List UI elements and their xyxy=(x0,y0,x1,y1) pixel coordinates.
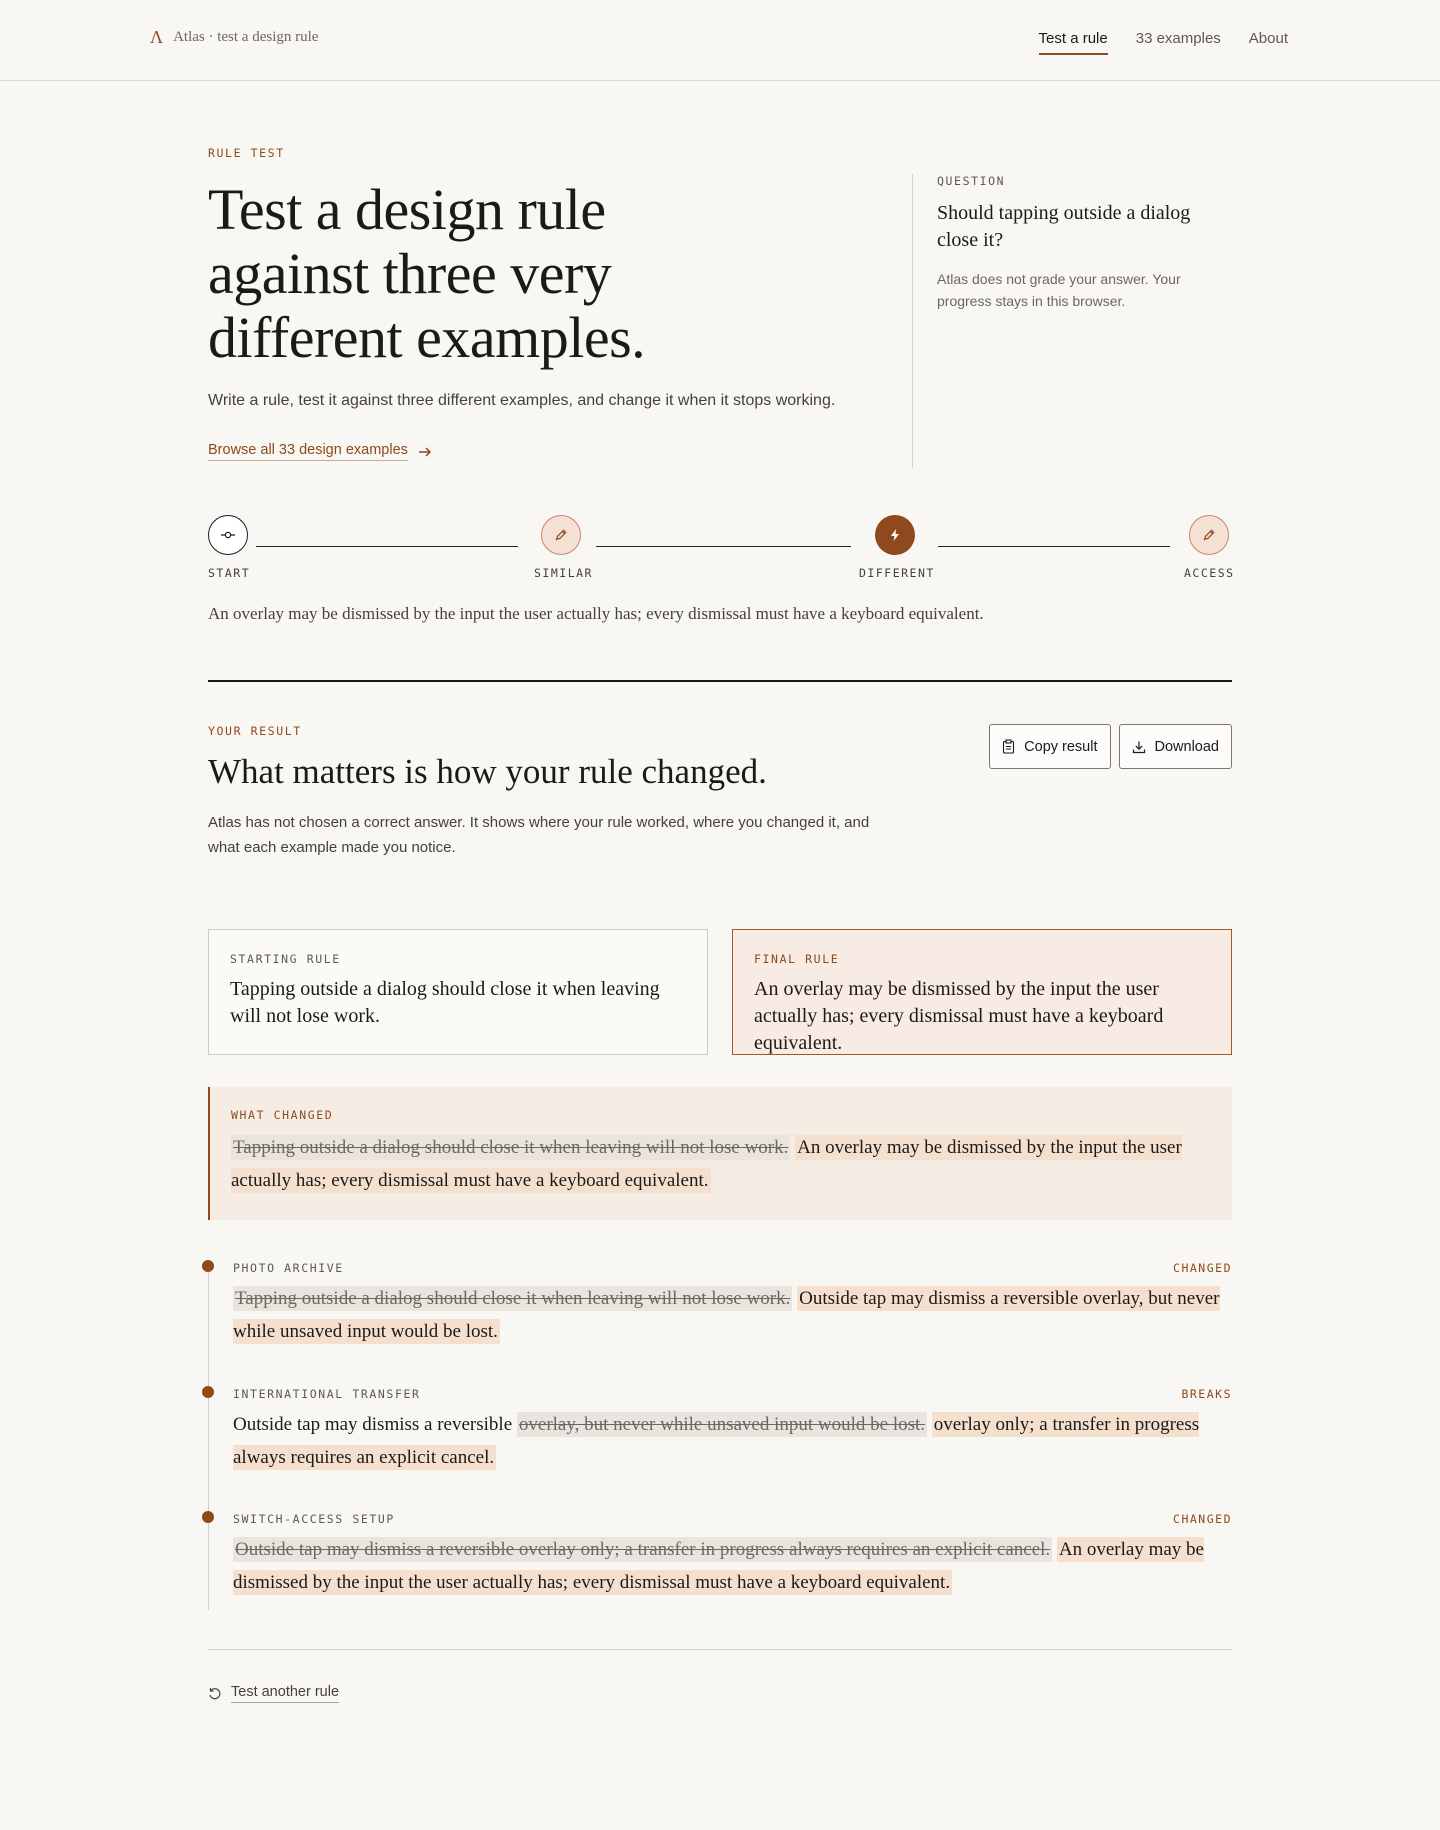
final-rule-card xyxy=(732,929,1232,1055)
hero-lede: Write a rule, test it against three different examples, and change it when it stops working. xyxy=(208,392,836,409)
added-text: An overlay may be dismissed by the input the user actually has; every dismissal must have a keyboard equivalent. xyxy=(231,1137,1182,1191)
added-text: Outside tap may dismiss a reversible overlay, but never while unsaved input would be lost. xyxy=(233,1288,1220,1342)
hero-section xyxy=(208,146,1232,466)
step-label-start: START xyxy=(208,566,251,580)
status-badge: CHANGED xyxy=(1173,1261,1232,1275)
result-section xyxy=(208,724,1232,864)
title-line-2: against three very xyxy=(208,241,612,306)
step-connector xyxy=(938,546,1170,547)
example-name: PHOTO ARCHIVE xyxy=(233,1261,344,1275)
step-access[interactable] xyxy=(1189,515,1229,555)
result-actions xyxy=(989,724,1232,769)
arrow-right-icon xyxy=(418,446,432,458)
timeline-dot xyxy=(202,1511,214,1523)
removed-text: Outside tap may dismiss a reversible overlay only; a transfer in progress always requires an explicit cancel. xyxy=(235,1539,1051,1560)
title-line-1: Test a design rule xyxy=(208,177,606,242)
brand-label: Atlas · test a design rule xyxy=(173,28,319,45)
removed-text: Tapping outside a dialog should close it when leaving will not lose work. xyxy=(235,1288,791,1309)
step-start[interactable] xyxy=(208,515,248,555)
copy-result-label: Copy result xyxy=(1024,738,1098,755)
test-another-rule-label: Test another rule xyxy=(231,1684,339,1703)
final-rule-text: An overlay may be dismissed by the input the user actually has; every dismissal must have a keyboard equivalent. xyxy=(754,978,1164,1054)
clipboard-icon xyxy=(1002,739,1015,754)
starting-rule-text: Tapping outside a dialog should close it when leaving will not lose work. xyxy=(230,978,660,1027)
copy-result-button[interactable] xyxy=(989,724,1110,769)
result-title: What matters is how your rule changed. xyxy=(208,752,767,791)
rule-test-eyebrow: RULE TEST xyxy=(208,146,285,160)
starting-rule-card xyxy=(208,929,708,1055)
test-another-rule-link[interactable] xyxy=(208,1684,1232,1703)
question-eyebrow: QUESTION xyxy=(937,174,1006,188)
restart-icon xyxy=(208,1687,222,1701)
brand[interactable] xyxy=(150,28,318,46)
result-description: Atlas has not chosen a correct answer. It shows where your rule worked, where you changed it, and what each example made you notice. xyxy=(208,814,870,856)
removed-text: overlay, but never while unsaved input would be lost. xyxy=(518,1414,926,1435)
download-button[interactable] xyxy=(1119,724,1233,769)
step-connector xyxy=(256,546,518,547)
example-name: INTERNATIONAL TRANSFER xyxy=(233,1387,421,1401)
example-diff xyxy=(233,1408,1232,1474)
step-similar[interactable] xyxy=(541,515,581,555)
removed-text: Tapping outside a dialog should close it when leaving will not lose work. xyxy=(233,1137,789,1158)
step-label-different: DIFFERENT xyxy=(859,566,935,580)
what-changed-label: WHAT CHANGED xyxy=(231,1108,334,1122)
download-label: Download xyxy=(1154,738,1219,755)
nav-about[interactable]: About xyxy=(1248,30,1288,47)
step-label-access: ACCESS xyxy=(1184,566,1235,580)
question-note: Atlas does not grade your answer. Your progress stays in this browser. xyxy=(937,271,1181,309)
pencil-icon xyxy=(1202,528,1216,542)
section-divider xyxy=(208,680,1232,682)
final-rule-label: FINAL RULE xyxy=(754,952,840,966)
top-bar xyxy=(0,0,1440,81)
bolt-icon xyxy=(889,528,901,542)
question-panel xyxy=(912,174,1232,468)
added-text: An overlay may be dismissed by the input the user actually has; every dismissal must have a keyboard equivalent. xyxy=(233,1539,1204,1593)
download-icon xyxy=(1132,740,1146,754)
footer-divider xyxy=(208,1649,1232,1650)
step-different[interactable] xyxy=(875,515,915,555)
question-text: Should tapping outside a dialog close it? xyxy=(937,202,1191,251)
result-eyebrow: YOUR RESULT xyxy=(208,724,302,738)
nav-examples[interactable]: 33 examples xyxy=(1135,30,1221,47)
status-badge: CHANGED xyxy=(1173,1512,1232,1526)
what-changed-diff xyxy=(231,1131,1211,1197)
title-line-3: different examples. xyxy=(208,305,646,370)
browse-examples-link[interactable] xyxy=(208,442,432,461)
step-label-similar: SIMILAR xyxy=(534,566,593,580)
kept-text: Outside tap may dismiss a reversible xyxy=(233,1414,513,1435)
nav-test-a-rule[interactable]: Test a rule xyxy=(1038,30,1108,47)
starting-rule-label: STARTING RULE xyxy=(230,952,341,966)
example-name: SWITCH-ACCESS SETUP xyxy=(233,1512,395,1526)
timeline-dot xyxy=(202,1386,214,1398)
added-text: overlay only; a transfer in progress always requires an explicit cancel. xyxy=(233,1414,1200,1468)
atlas-logo-icon: Λ xyxy=(150,27,164,47)
commit-icon xyxy=(220,530,236,540)
step-connector xyxy=(596,546,851,547)
page-title xyxy=(208,178,908,370)
what-changed-panel xyxy=(208,1087,1232,1220)
pencil-icon xyxy=(554,528,568,542)
main-nav xyxy=(1039,30,1288,47)
example-diff xyxy=(233,1533,1232,1599)
progress-stepper xyxy=(208,515,1235,595)
example-timeline xyxy=(208,1252,1232,1602)
current-rule: An overlay may be dismissed by the input the user actually has; every dismissal must have a keyboard equivalent. xyxy=(208,604,984,623)
browse-link-label: Browse all 33 design examples xyxy=(208,442,408,461)
timeline-dot xyxy=(202,1260,214,1272)
status-badge: BREAKS xyxy=(1181,1387,1232,1401)
timeline-rail xyxy=(208,1264,209,1610)
example-diff xyxy=(233,1282,1232,1348)
